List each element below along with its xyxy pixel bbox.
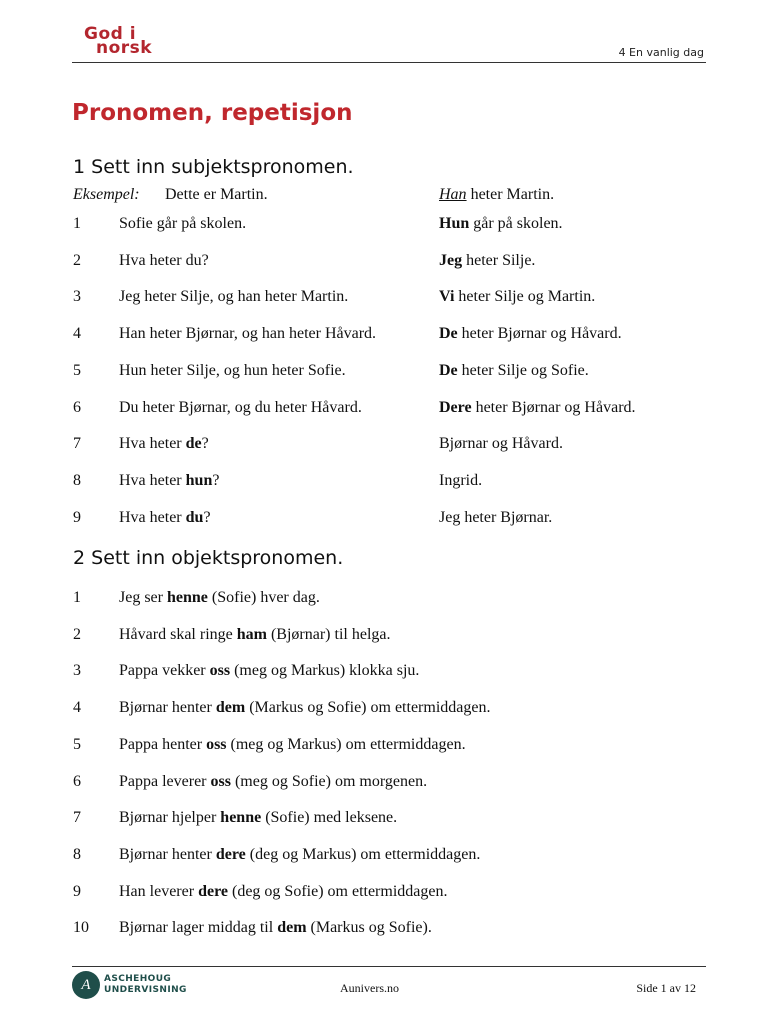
item-number: 8: [73, 846, 81, 863]
question-text: Sofie går på skolen.: [119, 215, 247, 232]
question-tail: ?: [201, 435, 209, 452]
object-pronoun: dere: [215, 846, 246, 863]
item-sentence: [119, 589, 320, 607]
item-number: 9: [73, 883, 81, 900]
item-sentence: [119, 736, 466, 754]
item-question: [119, 288, 348, 306]
item-number: 10: [73, 919, 89, 936]
answer-pronoun: De: [439, 362, 458, 379]
item-question: [119, 215, 246, 233]
logo-text-line1: God i: [84, 24, 137, 44]
sentence-start: Bjørnar henter: [119, 846, 216, 863]
sentence-start: Bjørnar henter: [119, 699, 216, 716]
item-number: 1: [73, 215, 81, 232]
sentence-end: (deg og Sofie) om ettermiddagen.: [227, 883, 448, 900]
section2-heading: 2 Sett inn objektspronomen.: [73, 547, 344, 569]
object-pronoun: oss: [209, 662, 231, 679]
item-question: [119, 252, 209, 270]
answer-text: heter Bjørnar og Håvard.: [471, 399, 636, 416]
sentence-end: (Bjørnar) til helga.: [266, 626, 391, 643]
sentence-end: (Markus og Sofie).: [306, 919, 432, 936]
item-answer: [439, 509, 552, 527]
example-answer-rest: heter Martin.: [466, 186, 555, 203]
answer-pronoun: Hun: [439, 215, 470, 232]
question-pronoun: de: [185, 435, 202, 452]
example-answer-pronoun: Han: [439, 186, 467, 203]
publisher-line2: UNDERVISNING: [104, 985, 187, 995]
answer-pronoun: Dere: [439, 399, 472, 416]
question-text: Hva heter: [119, 509, 186, 526]
item-number: 7: [73, 809, 81, 826]
answer-pronoun: Vi: [439, 288, 455, 305]
object-pronoun: oss: [206, 736, 227, 753]
site-link[interactable]: Aunivers.no: [340, 981, 399, 995]
exercise2-row: [0, 589, 768, 613]
exercise1-row: [0, 399, 768, 423]
sentence-start: Håvard skal ringe: [119, 626, 237, 643]
item-number: 3: [73, 662, 81, 679]
answer-text: Bjørnar og Håvard.: [439, 435, 563, 452]
section1-heading: 1 Sett inn subjektspronomen.: [73, 156, 354, 178]
exercise1-row: [0, 215, 768, 239]
sentence-start: Pappa vekker: [119, 662, 210, 679]
item-answer: [439, 252, 535, 270]
item-number: 6: [73, 773, 81, 790]
item-sentence: [119, 662, 419, 680]
item-answer: [439, 288, 595, 306]
item-sentence: [119, 809, 397, 827]
item-answer: [439, 399, 636, 417]
question-tail: ?: [212, 472, 220, 489]
item-sentence: [119, 883, 447, 901]
god-i-norsk-logo: [84, 24, 168, 60]
sentence-end: (deg og Markus) om ettermiddagen.: [245, 846, 481, 863]
answer-text: heter Bjørnar og Håvard.: [457, 325, 622, 342]
question-text: Hva heter: [119, 472, 186, 489]
question-text: Han heter Bjørnar, og han heter Håvard.: [119, 325, 377, 342]
object-pronoun: dem: [215, 699, 246, 716]
question-text: Jeg heter Silje, og han heter Martin.: [119, 288, 349, 305]
item-number: 2: [73, 626, 81, 643]
exercise2-row: [0, 809, 768, 833]
sentence-end: (Sofie) med leksene.: [261, 809, 398, 826]
answer-pronoun: Jeg: [439, 252, 463, 269]
answer-text: heter Silje og Sofie.: [457, 362, 589, 379]
exercise2-row: [0, 626, 768, 650]
answer-text: går på skolen.: [469, 215, 563, 232]
exercise1-row: [0, 325, 768, 349]
exercise2-row: [0, 699, 768, 723]
example-row: [0, 186, 768, 210]
question-pronoun: hun: [185, 472, 213, 489]
object-pronoun: dem: [277, 919, 307, 936]
footer-divider: [72, 966, 706, 967]
chapter-label: 4 En vanlig dag: [618, 46, 704, 59]
item-number: 4: [73, 325, 81, 342]
item-sentence: [119, 846, 480, 864]
sentence-start: Pappa leverer: [119, 773, 211, 790]
object-pronoun: henne: [166, 589, 208, 606]
item-sentence: [119, 626, 390, 644]
answer-pronoun: De: [439, 325, 458, 342]
object-pronoun: oss: [210, 773, 231, 790]
item-answer: [439, 215, 563, 233]
logo-text-line2: norsk: [96, 38, 153, 58]
answer-text: Jeg heter Bjørnar.: [439, 509, 553, 526]
aschehoug-mark-icon: A: [72, 971, 100, 999]
question-text: Hun heter Silje, og hun heter Sofie.: [119, 362, 346, 379]
sentence-start: Bjørnar hjelper: [119, 809, 221, 826]
item-question: [119, 472, 219, 490]
question-tail: ?: [203, 509, 211, 526]
object-pronoun: dere: [198, 883, 228, 900]
example-answer: [439, 186, 554, 204]
item-answer: [439, 325, 622, 343]
item-question: [119, 435, 209, 453]
answer-text: heter Silje.: [462, 252, 536, 269]
sentence-start: Pappa henter: [119, 736, 207, 753]
object-pronoun: henne: [220, 809, 262, 826]
item-number: 8: [73, 472, 81, 489]
sentence-end: (Sofie) hver dag.: [207, 589, 320, 606]
exercise1-row: [0, 472, 768, 496]
item-question: [119, 325, 376, 343]
page-title: Pronomen, repetisjon: [72, 100, 353, 126]
sentence-end: (meg og Sofie) om morgenen.: [230, 773, 428, 790]
exercise1-row: [0, 435, 768, 459]
object-pronoun: ham: [236, 626, 267, 643]
sentence-start: Han leverer: [119, 883, 199, 900]
sentence-end: (meg og Markus) om ettermiddagen.: [226, 736, 466, 753]
item-number: 2: [73, 252, 81, 269]
sentence-end: (Markus og Sofie) om ettermiddagen.: [245, 699, 491, 716]
item-sentence: [119, 919, 432, 937]
item-answer: [439, 472, 482, 490]
page-number: Side 1 av 12: [636, 981, 696, 995]
exercise2-row: [0, 736, 768, 760]
exercise2-row: [0, 846, 768, 870]
answer-text: heter Silje og Martin.: [454, 288, 596, 305]
item-sentence: [119, 699, 490, 717]
example-label: Eksempel:: [73, 186, 140, 203]
item-sentence: [119, 773, 427, 791]
item-question: [119, 362, 346, 380]
item-number: 9: [73, 509, 81, 526]
question-text: Du heter Bjørnar, og du heter Håvard.: [119, 399, 362, 416]
header-divider: [72, 62, 706, 63]
exercise1-row: [0, 362, 768, 386]
question-pronoun: du: [185, 509, 204, 526]
aschehoug-logo: [72, 971, 187, 1001]
item-number: 7: [73, 435, 81, 452]
item-question: [119, 509, 211, 527]
item-number: 5: [73, 736, 81, 753]
example-question: Dette er Martin.: [165, 186, 268, 203]
item-number: 3: [73, 288, 81, 305]
item-number: 1: [73, 589, 81, 606]
exercise2-row: [0, 919, 768, 943]
exercise2-row: [0, 662, 768, 686]
item-number: 5: [73, 362, 81, 379]
item-answer: [439, 362, 589, 380]
exercise2-row: [0, 773, 768, 797]
exercise2-row: [0, 883, 768, 907]
item-question: [119, 399, 362, 417]
sentence-end: (meg og Markus) klokka sju.: [230, 662, 420, 679]
question-text: Hva heter: [119, 435, 186, 452]
publisher-line1: ASCHEHOUG: [104, 974, 172, 984]
exercise1-row: [0, 252, 768, 276]
exercise1-row: [0, 509, 768, 533]
sentence-start: Bjørnar lager middag til: [119, 919, 278, 936]
item-number: 6: [73, 399, 81, 416]
sentence-start: Jeg ser: [119, 589, 167, 606]
item-number: 4: [73, 699, 81, 716]
aschehoug-wordmark: [104, 974, 187, 996]
item-answer: [439, 435, 563, 453]
answer-text: Ingrid.: [439, 472, 483, 489]
question-text: Hva heter du?: [119, 252, 209, 269]
exercise1-row: [0, 288, 768, 312]
